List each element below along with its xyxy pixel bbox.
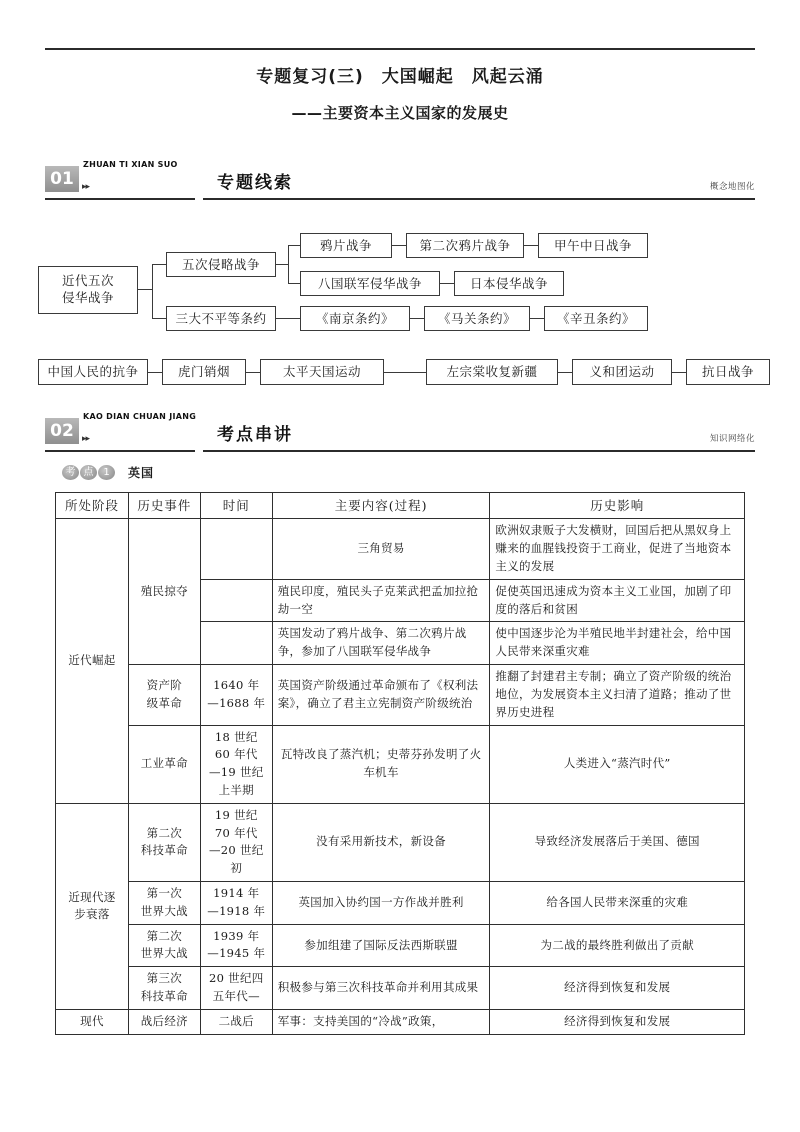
table-header-stage: 所处阶段: [56, 493, 129, 519]
cell-main-content: 积极参与第三次科技革命并利用其成果: [272, 967, 490, 1010]
cell-impact: 促使英国迅速成为资本主义工业国，加剧了印度的落后和贫困: [490, 579, 745, 622]
flow-connector: [246, 372, 260, 373]
section-rule-gap-02: [195, 450, 203, 452]
flow-connector: [530, 318, 544, 319]
cell-time: [200, 622, 272, 665]
section-pinyin-01: ZHUAN TI XIAN SUO: [83, 160, 178, 169]
flow-resistance-3: 左宗棠收复新疆: [426, 359, 558, 385]
cell-event: 第二次 世界大战: [128, 924, 200, 967]
flow-resistance-2: 太平天国运动: [260, 359, 384, 385]
flow-connector: [384, 372, 426, 373]
table-header-time: 时间: [200, 493, 272, 519]
cell-stage: 近代崛起: [56, 519, 129, 803]
cell-time: 1914 年 —1918 年: [200, 882, 272, 925]
flow-connector: [152, 264, 166, 265]
section-tag-01: 概念地图化: [709, 182, 755, 192]
flow-war-4: 八国联军侵华战争: [300, 271, 440, 296]
cell-event: 第三次 科技革命: [128, 967, 200, 1010]
cell-main-content: 没有采用新技术，新设备: [272, 803, 490, 881]
flow-connector: [152, 318, 166, 319]
cell-impact: 为二战的最终胜利做出了贡献: [490, 924, 745, 967]
flow-war-3: 甲午中日战争: [538, 233, 648, 258]
cell-event: 工业革命: [128, 725, 200, 803]
kaodian-dot-2: 点: [80, 465, 97, 480]
kaodian-dot-1: 考: [62, 465, 79, 480]
flow-branch-wars: 五次侵略战争: [166, 252, 276, 277]
cell-time: 1640 年 —1688 年: [200, 665, 272, 725]
flow-connector: [276, 264, 288, 265]
cell-impact: 使中国逐步沦为半殖民地半封建社会，给中国人民带来深重灾难: [490, 622, 745, 665]
cell-impact: 经济得到恢复和发展: [490, 967, 745, 1010]
section-rule-01: [45, 198, 755, 200]
cell-time: 1939 年 —1945 年: [200, 924, 272, 967]
cell-event: 第二次 科技革命: [128, 803, 200, 881]
flow-root-invasions: [38, 266, 138, 314]
kaodian-badge-row: [62, 462, 154, 482]
cell-main-content: 英国加入协约国一方作战并胜利: [272, 882, 490, 925]
table-row: [56, 803, 745, 881]
section-rule-02: [45, 450, 755, 452]
flow-connector: [276, 318, 300, 319]
flow-connector: [410, 318, 424, 319]
cell-impact: 欧洲奴隶贩子大发横财，回国后把从黑奴身上赚来的血腥钱投资于工商业，促进了当地资本主义的发展: [490, 519, 745, 579]
flow-treaty-2: 《马关条约》: [424, 306, 530, 331]
table-row: [56, 725, 745, 803]
flow-connector: [524, 245, 538, 246]
section-number-01: 01: [45, 166, 79, 192]
table-header-impact: 历史影响: [490, 493, 745, 519]
table-row: [56, 1009, 745, 1034]
cell-main-content: 英国资产阶级通过革命颁布了《权利法案》，确立了君主立宪制资产阶级统治: [272, 665, 490, 725]
table-row: [56, 924, 745, 967]
section-title-01: 专题线索: [217, 173, 293, 193]
cell-main-content: 殖民印度，殖民头子克莱武把孟加拉抢劫一空: [272, 579, 490, 622]
cell-time: 19 世纪 70 年代 —20 世纪 初: [200, 803, 272, 881]
table-row: [56, 882, 745, 925]
cell-time: [200, 579, 272, 622]
cell-impact: 推翻了封建君主专制；确立了资产阶级的统治地位，为发展资本主义扫清了道路；推动了世界历史进程: [490, 665, 745, 725]
cell-main-content: 英国发动了鸦片战争、第二次鸦片战争，参加了八国联军侵华战争: [272, 622, 490, 665]
cell-impact: 人类进入“蒸汽时代”: [490, 725, 745, 803]
cell-event: 殖民掠夺: [128, 519, 200, 665]
cell-time: [200, 519, 272, 579]
section-title-02: 考点串讲: [217, 425, 293, 445]
flow-connector: [148, 372, 162, 373]
flow-resistance-root: 中国人民的抗争: [38, 359, 148, 385]
section-pinyin-02: KAO DIAN CHUAN JIANG: [83, 412, 197, 421]
page-subtitle: ——主要资本主义国家的发展史: [291, 104, 509, 122]
cell-event: 资产阶 级革命: [128, 665, 200, 725]
flow-connector: [440, 283, 454, 284]
flow-treaty-1: 《南京条约》: [300, 306, 410, 331]
cell-time: 二战后: [200, 1009, 272, 1034]
cell-main-content: 参加组建了国际反法西斯联盟: [272, 924, 490, 967]
page-title: 专题复习(三) 大国崛起 风起云涌: [256, 67, 544, 87]
cell-stage: 现代: [56, 1009, 129, 1034]
flow-war-1: 鸦片战争: [300, 233, 392, 258]
history-table: [55, 492, 745, 1035]
flow-connector: [392, 245, 406, 246]
cell-impact: 经济得到恢复和发展: [490, 1009, 745, 1034]
flow-connector: [558, 372, 572, 373]
flow-war-2: 第二次鸦片战争: [406, 233, 524, 258]
flow-connector: [288, 245, 289, 283]
flow-resistance-1: 虎门销烟: [162, 359, 246, 385]
cell-time: 20 世纪四 五年代—: [200, 967, 272, 1010]
section-number-02: 02: [45, 418, 79, 444]
section-header-02: [45, 410, 755, 452]
section-tag-02: 知识网络化: [709, 434, 755, 444]
table-row: [56, 519, 745, 579]
cell-impact: 导致经济发展落后于美国、德国: [490, 803, 745, 881]
cell-main-content: 瓦特改良了蒸汽机；史蒂芬孙发明了火车机车: [272, 725, 490, 803]
flow-connector: [288, 245, 300, 246]
section-rule-gap-01: [195, 198, 203, 200]
flow-resistance-5: 抗日战争: [686, 359, 770, 385]
flow-connector: [138, 289, 152, 290]
cell-event: 第一次 世界大战: [128, 882, 200, 925]
flow-connector: [288, 283, 300, 284]
cell-time: 18 世纪 60 年代 —19 世纪 上半期: [200, 725, 272, 803]
kaodian-dot-3: 1: [98, 465, 115, 480]
table-row: [56, 967, 745, 1010]
flow-connector: [152, 264, 153, 319]
cell-impact: 给各国人民带来深重的灾难: [490, 882, 745, 925]
cell-main-content: 军事：支持美国的“冷战”政策，: [272, 1009, 490, 1034]
table-header-row: [56, 493, 745, 519]
flow-branch-treaties: 三大不平等条约: [166, 306, 276, 331]
table-header-main: 主要内容(过程): [272, 493, 490, 519]
table-header-event: 历史事件: [128, 493, 200, 519]
kaodian-label: 英国: [128, 466, 155, 480]
flow-connector: [672, 372, 686, 373]
flow-treaty-3: 《辛丑条约》: [544, 306, 648, 331]
flow-war-5: 日本侵华战争: [454, 271, 564, 296]
cell-event: 战后经济: [128, 1009, 200, 1034]
cell-main-content: 三角贸易: [272, 519, 490, 579]
section-arrows-icon-02: ▸▸: [82, 434, 90, 444]
table-row: [56, 665, 745, 725]
flow-root-invasions-label: 近代五次 侵华战争: [61, 273, 114, 305]
flow-resistance-4: 义和团运动: [572, 359, 672, 385]
cell-stage: 近现代逐 步衰落: [56, 803, 129, 1009]
section-arrows-icon-01: ▸▸: [82, 182, 90, 192]
